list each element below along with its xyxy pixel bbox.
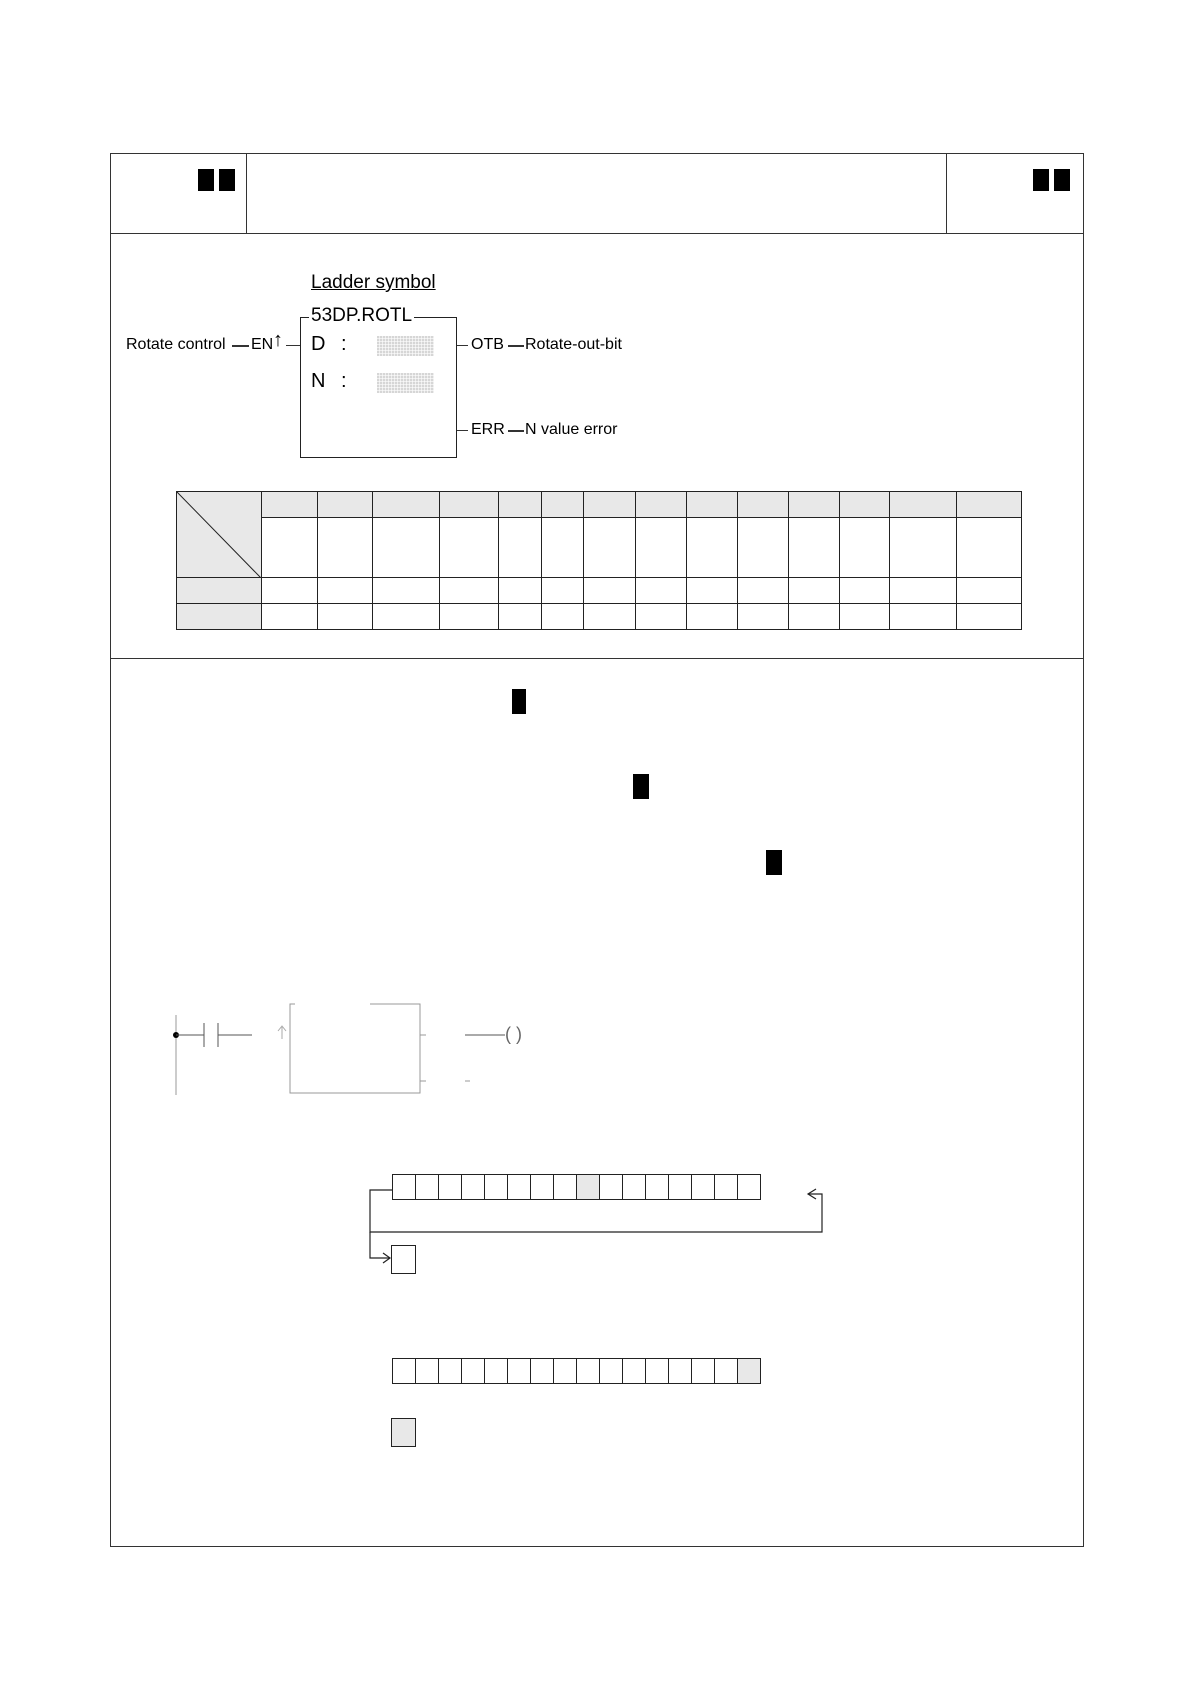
table-cell: [738, 578, 789, 604]
table-cell: [262, 518, 318, 578]
bit-cell: [438, 1358, 462, 1384]
table-cell: [840, 604, 890, 630]
bit-cell: [392, 1358, 416, 1384]
instruction-name: 53DP.ROTL: [311, 305, 413, 326]
table-cell: [542, 578, 584, 604]
redaction-mark: [198, 169, 214, 191]
table-cell: [636, 518, 687, 578]
bit-cell: [576, 1358, 600, 1384]
table-cell: [738, 518, 789, 578]
table-cell: [840, 578, 890, 604]
page-frame: [110, 153, 1084, 1547]
table-cell: [542, 604, 584, 630]
table-header-cell: [687, 492, 738, 518]
otb-label: OTB: [471, 336, 504, 353]
carry-bit-after: [391, 1418, 416, 1447]
diagonal-line: [177, 492, 261, 578]
table-cell: [789, 518, 840, 578]
redaction-mark: [1054, 169, 1070, 191]
otb-wire: [508, 345, 524, 347]
colon: :: [341, 370, 347, 392]
table-cell: [440, 604, 499, 630]
table-cell: [636, 578, 687, 604]
output-coil: ( ): [505, 1024, 522, 1044]
redaction-mark: [766, 850, 782, 875]
table-header-cell: [890, 492, 957, 518]
table-cell: [373, 518, 440, 578]
table-header-cell: [636, 492, 687, 518]
ladder-symbol-heading: Ladder symbol: [311, 272, 436, 293]
err-wire: [508, 430, 524, 432]
rotate-out-bit-label: Rotate-out-bit: [525, 336, 622, 353]
rising-edge-icon: ↑: [273, 329, 283, 351]
table-header-cell: [262, 492, 318, 518]
table-header-cell: [840, 492, 890, 518]
bit-cell: [507, 1358, 531, 1384]
table-header-cell: [584, 492, 636, 518]
table-cell: [687, 518, 738, 578]
table-cell: [636, 604, 687, 630]
bit-cell: [622, 1358, 646, 1384]
header-left-divider: [246, 153, 247, 233]
table-row-header: [177, 578, 262, 604]
table-header-cell: [542, 492, 584, 518]
table-cell: [957, 578, 1022, 604]
table-cell: [440, 578, 499, 604]
bit-cell-highlighted: [737, 1358, 761, 1384]
bit-cell: [691, 1358, 715, 1384]
section-divider: [110, 658, 1084, 659]
table-header-cell: [789, 492, 840, 518]
table-cell: [440, 518, 499, 578]
colon: :: [341, 333, 347, 355]
table-cell: [373, 604, 440, 630]
carry-bit-before: [391, 1245, 416, 1274]
rotate-arrows: [360, 1180, 840, 1280]
bit-cell: [645, 1358, 669, 1384]
redaction-mark: [1033, 169, 1049, 191]
operand-d-label: D: [311, 333, 326, 355]
table-cell: [262, 604, 318, 630]
table-cell: [957, 518, 1022, 578]
operand-d-placeholder: [377, 336, 434, 356]
err-stub: [457, 430, 468, 431]
table-cell: [318, 578, 373, 604]
table-cell: [499, 518, 542, 578]
input-wire: [232, 345, 249, 347]
register-after-rotate: [392, 1358, 761, 1384]
table-header-cell: [440, 492, 499, 518]
bit-cell: [415, 1358, 439, 1384]
otb-stub: [457, 345, 468, 346]
table-cell: [499, 604, 542, 630]
bit-cell: [553, 1358, 577, 1384]
table-header-cell: [957, 492, 1022, 518]
table-corner-cell: [177, 492, 262, 578]
table-header-cell: [318, 492, 373, 518]
table-cell: [687, 578, 738, 604]
table-cell: [584, 578, 636, 604]
table-cell: [499, 578, 542, 604]
table-cell: [373, 578, 440, 604]
example-ladder-diagram: [160, 995, 540, 1105]
operand-n-placeholder: [377, 373, 434, 393]
table-cell: [584, 604, 636, 630]
en-label: EN: [251, 336, 274, 353]
rotate-control-label: Rotate control: [126, 336, 226, 353]
table-cell: [687, 604, 738, 630]
table-header-cell: [373, 492, 440, 518]
table-row-header: [177, 604, 262, 630]
operand-n-label: N: [311, 370, 326, 392]
operand-table: [176, 491, 1022, 630]
table-cell: [890, 604, 957, 630]
redaction-mark: [512, 689, 526, 714]
bit-cell: [714, 1358, 738, 1384]
table-cell: [262, 578, 318, 604]
table-cell: [738, 604, 789, 630]
bit-cell: [461, 1358, 485, 1384]
table-cell: [890, 578, 957, 604]
bit-cell: [484, 1358, 508, 1384]
header-right-divider: [946, 153, 947, 233]
table-cell: [890, 518, 957, 578]
table-header-cell: [499, 492, 542, 518]
redaction-mark: [633, 774, 649, 799]
table-cell: [584, 518, 636, 578]
n-value-error-label: N value error: [525, 421, 618, 438]
en-stub: [286, 345, 300, 346]
err-label: ERR: [471, 421, 505, 438]
table-cell: [318, 518, 373, 578]
bit-cell: [530, 1358, 554, 1384]
table-cell: [789, 604, 840, 630]
redaction-mark: [219, 169, 235, 191]
bit-cell: [599, 1358, 623, 1384]
table-header-cell: [738, 492, 789, 518]
table-cell: [318, 604, 373, 630]
table-cell: [840, 518, 890, 578]
header-divider: [110, 233, 1084, 234]
table-cell: [957, 604, 1022, 630]
bit-cell: [668, 1358, 692, 1384]
table-cell: [542, 518, 584, 578]
table-cell: [789, 578, 840, 604]
